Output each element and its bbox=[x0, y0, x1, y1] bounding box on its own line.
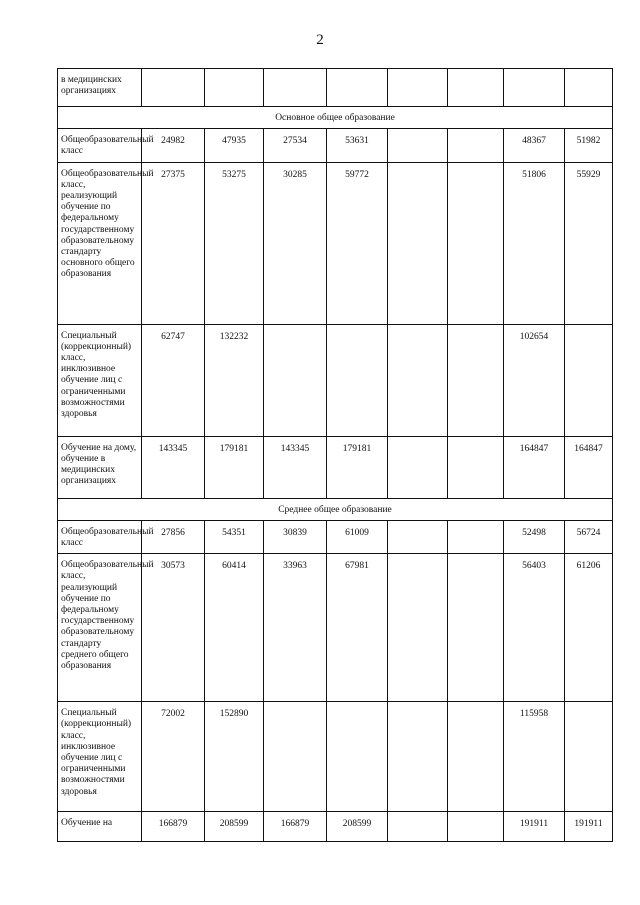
value-cell: 24982 bbox=[142, 129, 205, 162]
value-cell bbox=[448, 554, 504, 702]
value-cell: 208599 bbox=[327, 812, 388, 842]
value-cell: 143345 bbox=[264, 436, 327, 498]
value-cell bbox=[142, 69, 205, 107]
row-label: Общеобразовательный класс bbox=[58, 129, 142, 162]
table-row bbox=[58, 324, 613, 436]
value-cell: 143345 bbox=[142, 436, 205, 498]
value-cell bbox=[448, 702, 504, 812]
value-cell: 59772 bbox=[327, 162, 388, 324]
value-cell: 191911 bbox=[565, 812, 613, 842]
value-cell bbox=[327, 69, 388, 107]
value-cell bbox=[388, 812, 448, 842]
table-row bbox=[58, 812, 613, 842]
section-header-row bbox=[58, 498, 613, 520]
table-row bbox=[58, 520, 613, 553]
table-row bbox=[58, 436, 613, 498]
value-cell bbox=[565, 69, 613, 107]
value-cell: 33963 bbox=[264, 554, 327, 702]
section-title: Среднее общее образование bbox=[58, 498, 613, 520]
value-cell bbox=[388, 702, 448, 812]
value-cell: 27534 bbox=[264, 129, 327, 162]
value-cell bbox=[565, 324, 613, 436]
value-cell: 48367 bbox=[504, 129, 565, 162]
value-cell bbox=[448, 129, 504, 162]
table-body bbox=[58, 69, 613, 842]
value-cell: 166879 bbox=[142, 812, 205, 842]
value-cell: 102654 bbox=[504, 324, 565, 436]
value-cell: 47935 bbox=[205, 129, 264, 162]
value-cell: 60414 bbox=[205, 554, 264, 702]
value-cell: 30285 bbox=[264, 162, 327, 324]
value-cell bbox=[565, 702, 613, 812]
table-row bbox=[58, 702, 613, 812]
value-cell: 179181 bbox=[205, 436, 264, 498]
value-cell: 164847 bbox=[565, 436, 613, 498]
value-cell bbox=[205, 69, 264, 107]
value-cell bbox=[388, 554, 448, 702]
table-row bbox=[58, 69, 613, 107]
value-cell bbox=[504, 69, 565, 107]
row-label: в медицинских организациях bbox=[58, 69, 142, 107]
value-cell: 152890 bbox=[205, 702, 264, 812]
table-row bbox=[58, 162, 613, 324]
value-cell: 54351 bbox=[205, 520, 264, 553]
value-cell: 30839 bbox=[264, 520, 327, 553]
row-label: Специальный (коррекционный) класс, инклюзивное обучение лиц с ограниченными возможностями здоровья bbox=[58, 702, 142, 812]
value-cell: 27375 bbox=[142, 162, 205, 324]
value-cell: 62747 bbox=[142, 324, 205, 436]
value-cell: 61206 bbox=[565, 554, 613, 702]
value-cell: 208599 bbox=[205, 812, 264, 842]
value-cell bbox=[327, 324, 388, 436]
section-header-row bbox=[58, 107, 613, 129]
row-label: Обучение на дому, обучение в медицинских организациях bbox=[58, 436, 142, 498]
value-cell: 51982 bbox=[565, 129, 613, 162]
row-label: Общеобразовательный класс, реализующий обучение по федеральному государственному образовательному стандарту среднего общего образования bbox=[58, 554, 142, 702]
value-cell bbox=[388, 162, 448, 324]
value-cell: 67981 bbox=[327, 554, 388, 702]
row-label: Специальный (коррекционный) класс, инклюзивное обучение лиц с ограниченными возможностями здоровья bbox=[58, 324, 142, 436]
value-cell bbox=[388, 324, 448, 436]
value-cell bbox=[264, 69, 327, 107]
value-cell bbox=[327, 702, 388, 812]
table-row bbox=[58, 554, 613, 702]
value-cell: 179181 bbox=[327, 436, 388, 498]
row-label: Обучение на bbox=[58, 812, 142, 842]
value-cell: 72002 bbox=[142, 702, 205, 812]
value-cell: 56724 bbox=[565, 520, 613, 553]
value-cell: 53275 bbox=[205, 162, 264, 324]
value-cell: 132232 bbox=[205, 324, 264, 436]
value-cell: 52498 bbox=[504, 520, 565, 553]
value-cell: 56403 bbox=[504, 554, 565, 702]
value-cell bbox=[264, 324, 327, 436]
value-cell bbox=[448, 812, 504, 842]
table-row bbox=[58, 129, 613, 162]
value-cell: 166879 bbox=[264, 812, 327, 842]
row-label: Общеобразовательный класс, реализующий обучение по федеральному государственному образовательному стандарту основного общего образования bbox=[58, 162, 142, 324]
value-cell: 191911 bbox=[504, 812, 565, 842]
value-cell bbox=[448, 162, 504, 324]
tariff-table bbox=[57, 68, 613, 842]
value-cell: 55929 bbox=[565, 162, 613, 324]
value-cell: 115958 bbox=[504, 702, 565, 812]
value-cell: 27856 bbox=[142, 520, 205, 553]
row-label: Общеобразовательный класс bbox=[58, 520, 142, 553]
value-cell: 30573 bbox=[142, 554, 205, 702]
value-cell bbox=[264, 702, 327, 812]
page-number: 2 bbox=[316, 32, 324, 48]
value-cell: 53631 bbox=[327, 129, 388, 162]
value-cell bbox=[388, 436, 448, 498]
value-cell bbox=[448, 69, 504, 107]
value-cell: 51806 bbox=[504, 162, 565, 324]
value-cell bbox=[448, 324, 504, 436]
value-cell: 61009 bbox=[327, 520, 388, 553]
value-cell: 164847 bbox=[504, 436, 565, 498]
value-cell bbox=[388, 129, 448, 162]
section-title: Основное общее образование bbox=[58, 107, 613, 129]
value-cell bbox=[388, 69, 448, 107]
value-cell bbox=[448, 520, 504, 553]
value-cell bbox=[388, 520, 448, 553]
value-cell bbox=[448, 436, 504, 498]
